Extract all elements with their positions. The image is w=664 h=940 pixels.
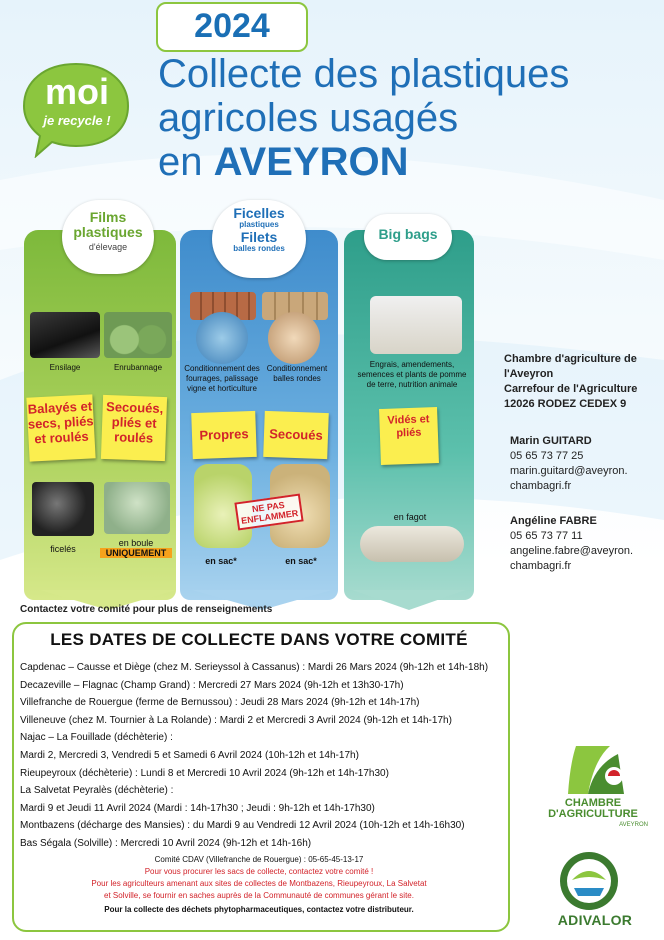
contact-committee-line: Contactez votre comité pour plus de renseignements <box>20 604 273 615</box>
photo-ficelle-ball <box>196 312 248 364</box>
ca-line-2: D'AGRICULTURE <box>548 808 638 820</box>
photo-ficeles <box>32 482 94 536</box>
title-line-3-pre: en <box>158 140 203 184</box>
footer-cdav: Comité CDAV (Villefranche de Rouergue) : 05-65-45-13-17 <box>154 855 364 864</box>
caption-balles-rondes: Conditionnement balles rondes <box>266 364 328 383</box>
contact-person-1 <box>510 434 660 494</box>
person1-email-2[interactable]: chambagri.fr <box>510 480 572 492</box>
photo-fagot <box>360 526 464 562</box>
caption-uniquement: UNIQUEMENT <box>100 548 172 558</box>
person1-email-1[interactable]: marin.guitard@aveyron. <box>510 465 628 477</box>
films-label-sub: d'élevage <box>88 242 128 252</box>
ficelles-label-1-sub: plastiques <box>239 220 279 229</box>
caption-ensilage: Ensilage <box>49 363 81 372</box>
photo-enrubannage <box>104 312 172 358</box>
ficelles-label-2: Filets <box>240 229 278 245</box>
footer-phyto: Pour la collecte des déchets phytopharmaceutiques, contactez votre distributeur. <box>104 905 414 914</box>
footer-sacs: Pour vous procurer les sacs de collecte, contactez votre comité ! <box>144 867 374 876</box>
footer-sites: Pour les agriculteurs amenant aux sites de collectes de Montbazens, Rieupeyroux, La Salvetat <box>91 879 427 888</box>
title-region: AVEYRON <box>213 140 409 184</box>
caption-enrubannage: Enrubannage <box>113 363 163 372</box>
caption-bag-2: en sac* <box>285 556 317 566</box>
sticky-secoues-2: Secoués <box>263 411 329 459</box>
contact-org <box>504 352 654 412</box>
bubble-moi: moi <box>44 71 109 112</box>
contact-org-3: Carrefour de l'Agriculture <box>504 383 638 395</box>
chambre-agriculture-text <box>538 798 648 820</box>
contact-person-2 <box>510 514 660 574</box>
person2-phone: 05 65 73 77 11 <box>510 530 583 542</box>
person1-phone: 05 65 73 77 25 <box>510 450 584 462</box>
photo-ensilage <box>30 312 100 358</box>
ficelles-label <box>212 206 306 254</box>
caption-en-boule <box>100 538 172 558</box>
adivalor-text: ADIVALOR <box>557 912 633 928</box>
photo-bigbags <box>370 296 462 354</box>
person2-name: Angéline FABRE <box>510 515 597 527</box>
year-badge: 2024 <box>156 2 308 52</box>
date-entry: Villeneuve (chez M. Tournier à La Rolande) : Mardi 2 et Mercredi 3 Avril 2024 (9h-12h et 14h-17h) <box>20 714 452 726</box>
bigbags-label: Big bags <box>378 226 438 242</box>
date-entry: Mardi 2, Mercredi 3, Vendredi 5 et Samedi 6 Avril 2024 (10h-12h et 14h-17h) <box>20 749 359 761</box>
date-entry: Rieupeyroux (déchèterie) : Lundi 8 et Mercredi 10 Avril 2024 (9h-12h et 14h-17h30) <box>20 767 389 779</box>
films-label-2: plastiques <box>73 224 143 240</box>
dates-title: LES DATES DE COLLECTE DANS VOTRE COMITÉ <box>50 630 468 649</box>
person2-email-2[interactable]: chambagri.fr <box>510 560 572 572</box>
caption-en-fagot: en fagot <box>393 512 427 522</box>
ficelles-label-1: Ficelles <box>233 205 285 221</box>
sticky-balayes: Balayés et secs, pliés et roulés <box>26 394 95 461</box>
date-entry: Montbazens (décharge des Mansies) : du Mardi 9 au Vendredi 12 Avril 2024 (10h-12h et 14h-16h30) <box>20 820 465 832</box>
title-line-1: Collecte des plastiques <box>158 52 570 96</box>
caption-en-boule-1: en boule <box>118 538 154 548</box>
caption-bag-1: en sac* <box>205 556 237 566</box>
date-entry: Mardi 9 et Jeudi 11 Avril 2024 (Mardi : 14h-17h30 ; Jeudi : 9h-12h et 14h-17h30) <box>20 802 375 814</box>
title-line-2: agricoles usagés <box>158 96 459 140</box>
caption-ficeles: ficelés <box>50 544 76 554</box>
caption-bigbags: Engrais, amendements, semences et plants de pomme de terre, nutrition animale <box>357 360 467 389</box>
films-label <box>62 210 154 254</box>
date-entry: Najac – La Fouillade (déchèterie) : <box>20 732 173 744</box>
sticky-secoues: Secoués, pliés et roulés <box>101 395 167 461</box>
title-line-3 <box>158 140 658 184</box>
contact-org-4: 12026 RODEZ CEDEX 9 <box>504 398 627 410</box>
ficelles-label-2-sub: balles rondes <box>233 244 285 253</box>
adivalor-logo-icon <box>558 850 620 912</box>
sticky-propres: Propres <box>191 411 257 459</box>
page-title <box>158 52 658 184</box>
footer-communaute: et Solville, se fournir en saches auprès de la Communauté de communes gérant le site. <box>104 891 414 900</box>
chambre-agriculture-sub: AVEYRON <box>619 822 648 828</box>
contact-org-1: Chambre d'agriculture de <box>504 353 637 365</box>
date-entry: Villefranche de Rouergue (ferme de Bernussou) : Jeudi 28 Mars 2024 (9h-12h et 14h-17h) <box>20 697 420 709</box>
stamp-ne-pas-enflammer: NE PAS ENFLAMMER <box>234 494 303 531</box>
date-entry: Decazeville – Flagnac (Champ Grand) : Mercredi 27 Mars 2024 (9h-12h et 13h30-17h) <box>20 679 404 691</box>
person2-email-1[interactable]: angeline.fabre@aveyron. <box>510 545 634 557</box>
date-entry: Bas Ségala (Solville) : Mercredi 10 Avril 2024 (9h-12h et 14h-16h) <box>20 837 312 849</box>
caption-fourrages: Conditionnement des fourrages, palissage vigne et horticulture <box>184 364 260 393</box>
photo-filet-ball <box>268 312 320 364</box>
photo-en-boule <box>104 482 170 534</box>
date-entry: Capdenac – Causse et Diège (chez M. Serieyssol à Cassanus) : Mardi 26 Mars 2024 (9h-12h et 14h-18h) <box>20 662 489 673</box>
person1-name: Marin GUITARD <box>510 435 592 447</box>
contact-org-2: l'Aveyron <box>504 368 554 380</box>
dates-list <box>20 659 510 853</box>
sticky-vides-plies: Vidés et pliés <box>379 407 439 465</box>
films-label-1: Films <box>89 209 127 225</box>
ca-line-1: CHAMBRE <box>564 797 622 809</box>
column-bigbags-arrow <box>352 590 466 610</box>
bubble-je-recycle: je recycle ! <box>43 113 111 128</box>
date-entry: La Salvetat Peyralès (déchèterie) : <box>20 785 174 797</box>
